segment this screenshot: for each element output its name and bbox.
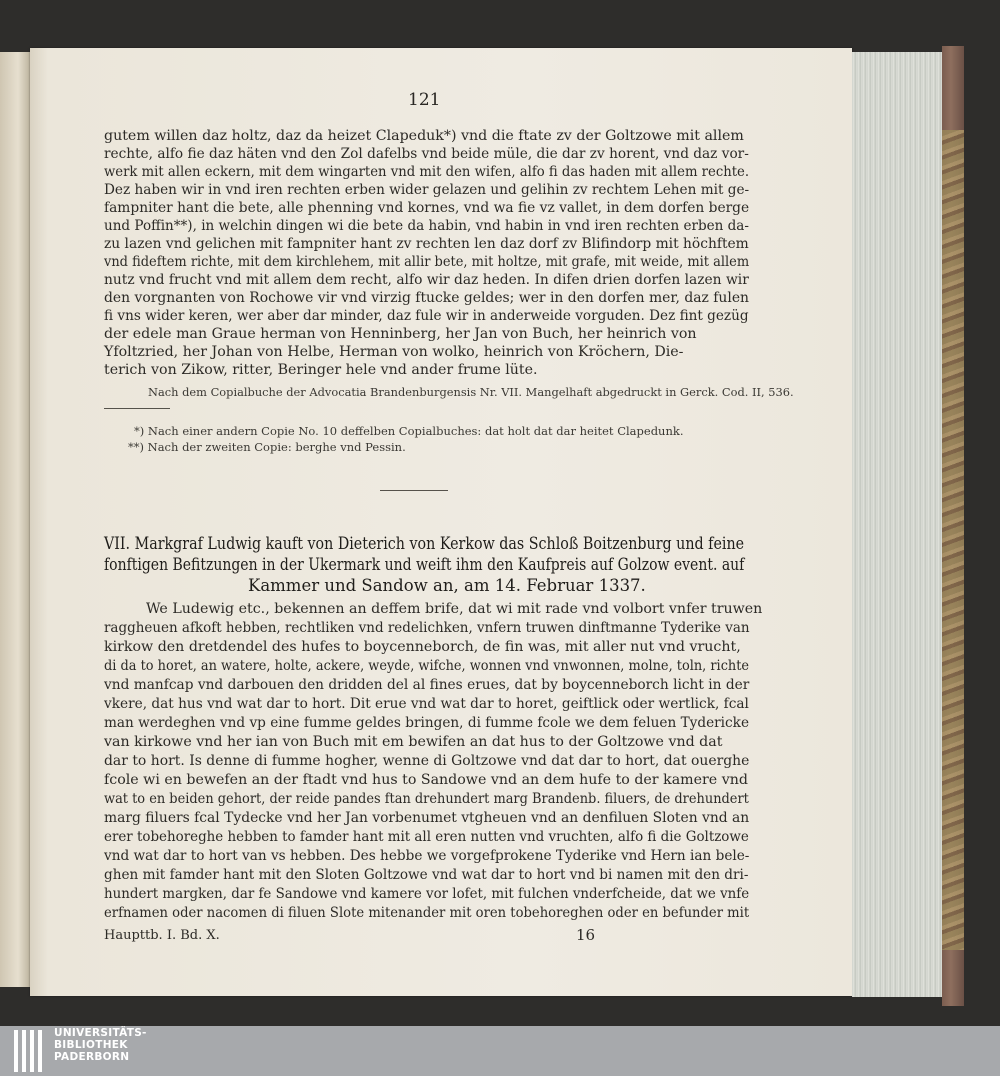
charter-line: van kirkowe vnd her ian von Buch mit em bewifen an dat hus to der Goltzowe vnd dat — [104, 734, 723, 750]
printer-signature: Haupttb. I. Bd. X. — [104, 928, 220, 943]
charter-line: wat to en beiden gehort, der reide pandes ftan drehundert marg Brandenb. filuers, de drehundert — [104, 791, 749, 807]
cover-marbling — [942, 130, 964, 950]
document-line: fampniter hant die bete, alle phenning vnd kornes, vnd wa fie vz vallet, in dem dorfen berge — [104, 200, 750, 216]
charter-line: marg filuers fcal Tydecke vnd her Jan vorbenumet vtgheuen vnd an denfiluen Sloten vnd an — [104, 810, 750, 826]
source-note: Nach dem Copialbuche der Advocatia Brandenburgensis Nr. VII. Mangelhaft abgedruckt in Gerck. Cod. II, 536. — [148, 385, 794, 399]
page-number: 121 — [408, 90, 441, 110]
document-line: der edele man Graue herman von Henninberg, her Jan von Buch, her heinrich von — [104, 326, 697, 342]
library-label-line: BIBLIOTHEK — [54, 1039, 128, 1051]
library-label-line: UNIVERSITÄTS- — [54, 1027, 147, 1039]
charter-line: vkere, dat hus vnd wat dar to hort. Dit erue vnd wat dar to horet, geiftlick oder wertlick, fcal — [104, 696, 749, 712]
document-line: Yfoltzried, her Johan von Helbe, Herman von wolko, heinrich von Kröchern, Die- — [104, 344, 684, 360]
library-label — [54, 1027, 147, 1063]
charter-line: di da to horet, an watere, holte, ackere, weyde, wifche, wonnen vnd vnwonnen, molne, toln, richte — [104, 658, 750, 674]
document-line: den vorgnanten von Rochowe vir vnd virzig ftucke geldes; wer in den dorfen mer, daz fulen — [104, 290, 750, 306]
charter-line: man werdeghen vnd vp eine fumme geldes bringen, di fumme fcole we dem feluen Tydericke — [104, 715, 750, 731]
left-page-edge — [0, 52, 30, 987]
charter-line: vnd wat dar to hort van vs hebben. Des hebbe we vorgefprokene Tyderike vnd Hern ian bele- — [104, 848, 750, 864]
document-line: vnd fideftem richte, mit dem kirchlehem, mit allir bete, mit holtze, mit grafe, mit weide, mit allem — [104, 254, 750, 270]
footnote-rule — [104, 408, 170, 409]
charter-line: fcole wi en bewefen an der ftadt vnd hus to Sandowe vnd an dem hufe to der kamere vnd — [104, 772, 748, 788]
sheet-number: 16 — [576, 926, 596, 944]
document-line: gutem willen daz holtz, daz da heizet Clapeduk*) vnd die ftate zv der Goltzowe mit allem — [104, 128, 744, 144]
charter-line: erer tobehoreghe hebben to famder hant mit all eren nutten vnd vruchten, alfo fi die Goltzowe — [104, 829, 749, 845]
section-heading-line: Kammer und Sandow an, am 14. Februar 1337. — [248, 576, 646, 595]
document-line: nutz vnd frucht vnd mit allem dem recht, alfo wir daz heden. In difen drien dorfen lazen wir — [104, 272, 749, 288]
charter-line: We Ludewig etc., bekennen an deffem brife, dat wi mit rade vnd volbort vnfer truwen — [146, 601, 763, 617]
library-label-line: PADERBORN — [54, 1051, 130, 1063]
document-line: Dez haben wir in vnd iren rechten erben wider gelazen und gelihin zv rechtem Lehen mit ge- — [104, 182, 750, 198]
section-heading-line: VII. Markgraf Ludwig kauft von Dieterich von Kerkow das Schloß Boitzenburg und feine — [104, 534, 745, 553]
document-line: und Poffin**), in welchin dingen wi die bete da habin, vnd habin in vnd iren rechten erben da- — [104, 218, 749, 234]
charter-line: erfnamen oder nacomen di filuen Slote mitenander mit oren tobehoreghen oder en befunder mit — [104, 905, 750, 921]
charter-line: hundert margken, dar fe Sandowe vnd kamere vor lofet, mit fulchen vnderfcheide, dat we vnfe — [104, 886, 750, 902]
charter-line: vnd manfcap vnd darbouen den dridden del al fines erues, dat by boycenneborch licht in der — [104, 677, 750, 693]
document-line: rechte, alfo fie daz häten vnd den Zol dafelbs vnd beide müle, die dar zv horent, vnd daz vor- — [104, 146, 749, 162]
section-rule — [380, 490, 448, 491]
charter-line: dar to hort. Is denne di fumme hogher, wenne di Goltzowe vnd dat dar to hort, dat ouerghe — [104, 753, 750, 769]
page-edges — [852, 52, 944, 997]
document-line: zu lazen vnd gelichen mit fampniter hant zv rechten len daz dorf zv Blifindorp mit höchftem — [104, 236, 749, 252]
charter-line: ghen mit famder hant mit den Sloten Goltzowe vnd wat dar to hort vnd bi namen mit den dri- — [104, 867, 749, 883]
document-line: werk mit allen eckern, mit dem wingarten vnd mit den wifen, alfo fi das haden mit allem rechte. — [104, 164, 750, 180]
section-heading-line: fonftigen Befitzungen in der Ukermark und weift ihm den Kaufpreis auf Golzow event. auf — [104, 555, 745, 574]
footnote: **) Nach der zweiten Copie: berghe vnd Pessin. — [128, 440, 406, 454]
charter-line: raggheuen afkoft hebben, rechtliken vnd redelichken, vnfern truwen dinftmanne Tyderike van — [104, 620, 750, 636]
document-line: fi vns wider keren, wer aber dar minder, daz fule wir in anderweide vorguden. Dez fint gezüg — [104, 308, 749, 324]
document-line: terich von Zikow, ritter, Beringer hele vnd ander frume lüte. — [104, 362, 538, 378]
footnote: *) Nach einer andern Copie No. 10 deffelben Copialbuches: dat holt dat dar heitet Clapedunk. — [134, 424, 684, 438]
library-logo-icon — [14, 1030, 48, 1072]
charter-line: kirkow den dretdendel des hufes to boycenneborch, de fin was, mit aller nut vnd vrucht, — [104, 639, 741, 655]
library-footer — [0, 1026, 1000, 1076]
